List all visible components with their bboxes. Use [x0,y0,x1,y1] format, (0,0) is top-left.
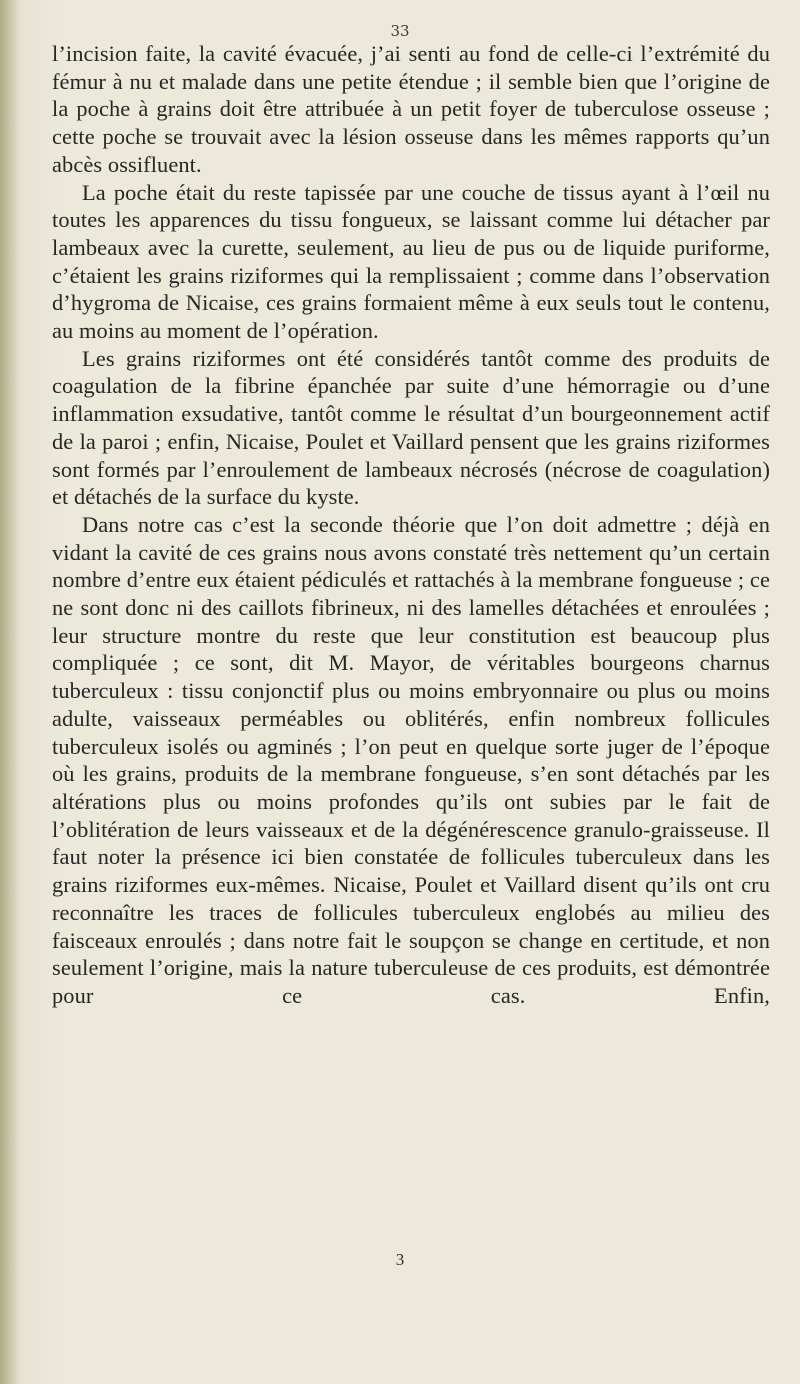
paragraph-1: l’incision faite, la cavité évacuée, j’ai senti au fond de celle-ci l’extrémité du fémur à nu et malade dans une petite étendue ; il semble bien que l’origine de la poche à grains doit être attribuée à un petit foyer de tuberculose osseuse ; cette poche se trouvait avec la lésion osseuse dans les mêmes rapports qu’un abcès ossifluent. [52,41,770,177]
page-number: 33 [390,22,410,40]
signature-mark: 3 [395,1250,405,1269]
paragraph-2: La poche était du reste tapissée par une couche de tissus ayant à l’œil nu toutes les apparences du tissu fongueux, se laissant comme lui détacher par lambeaux avec la curette, seulement, au lieu de pus ou de liquide puriforme, c’étaient les grains riziformes qui la remplissaient ; comme dans l’observation d’hygroma de Nicaise, ces grains formaient même à eux seuls tout le contenu, au moins au moment de l’opération. [52,179,770,344]
body-text [52,40,770,1010]
binding-shadow [0,0,20,1384]
paragraph-4: Dans notre cas c’est la seconde théorie que l’on doit admettre ; déjà en vidant la cavité de ces grains nous avons constaté très nettement qu’un certain nombre d’entre eux étaient pédiculés et rattachés à la membrane fongueuse ; ce ne sont donc ni des caillots fibrineux, ni des lamelles détachées et enroulées ; leur structure montre du reste que leur constitution est beaucoup plus compliquée ; ce sont, dit M. Mayor, de véritables bourgeons charnus tuberculeux : tissu conjonctif plus ou moins embryonnaire ou plus ou moins adulte, vaisseaux perméables ou oblitérés, enfin nombreux follicules tuberculeux isolés ou agminés ; l’on peut en quelque sorte juger de l’époque où les grains, produits de la membrane fongueuse, s’en sont détachés par les altérations plus ou moins profondes qu’ils ont subies par le fait de l’oblitération de leurs vaisseaux et de la dégénérescence granulo-graisseuse. Il faut noter la présence ici bien constatée de follicules tuberculeux dans les grains riziformes eux-mêmes. Nicaise, Poulet et Vaillard disent qu’ils ont cru reconnaître les traces de follicules tuberculeux englobés au milieu des faisceaux enroulés ; dans notre fait le soupçon se change en certitude, et non seulement l’origine, mais la nature tuberculeuse de ces produits, est démontrée pour ce cas. Enfin, [52,511,770,1008]
paragraph-3: Les grains riziformes ont été considérés tantôt comme des produits de coagulation de la fibrine épanchée par suite d’une hémorragie ou d’une inflammation exsudative, tantôt comme le résultat d’un bourgeonnement actif de la paroi ; enfin, Nicaise, Poulet et Vaillard pensent que les grains riziformes sont formés par l’enroulement de lambeaux nécrosés (nécrose de coagulation) et détachés de la surface du kyste. [52,345,770,510]
